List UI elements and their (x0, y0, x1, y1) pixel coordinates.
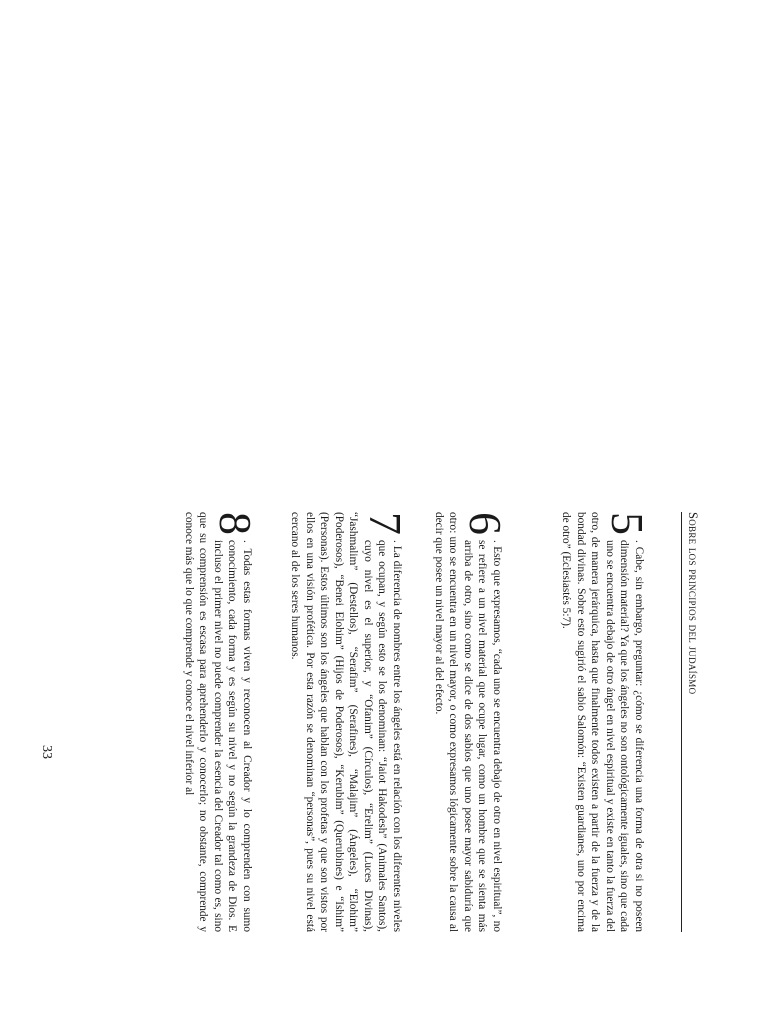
running-head-text: Sobre los principios del judaísmo (686, 512, 700, 695)
paragraph-text: . Esto que expresamos, “cada uno se encuentra debajo de otro en nivel espiritual”, no se refiere a un nivel material que ocupe lugar, como un hombre que se sienta más arriba de otro, sino como se dice de dos sabios que uno posee mayor sabiduría que otro: uno se encuentra en un nivel mayor, o como expresamos lógicamente sobre la causa al decir que posee un nivel mayor al del efecto. (433, 512, 503, 932)
rotated-page (74, 512, 704, 932)
paragraph-5 (486, 512, 653, 932)
paragraph-number: 6 (460, 512, 511, 535)
paragraph-number: 8 (210, 512, 261, 535)
paragraph-7 (254, 512, 411, 932)
paragraph-8 (74, 512, 261, 932)
running-head (681, 512, 704, 932)
paragraph-text: . Cabe, sin embargo, preguntar: ¿cómo se diferencia una forma de otra si no poseen dimensión material? Ya que los ángeles no son ontológicamente iguales, sino que cada uno se encuentra debajo de otro ángel en nivel espiritual y existe en tanto la fuerza del otro, de manera jerárquica, hasta que finalmente todos existen a partir de la fuerza y de la bondad divinas. Sobre esto sugirió el sabio Salomón: “Existen guardianes, uno por encima de otro” (Eclesiastés 5:7). (560, 512, 645, 932)
paragraph-text: . La diferencia de nombres entre los ángeles está en relación con los diferentes niveles que ocupan, y según esto se los denominan: “Jaiot Hakodesh” (Animales Santos), cuyo nivel es el superior, y “Ofanim” (Círculos), “Erelim” (Luces Divinas), “Jashmalim” (Destellos), “Serafim” (Serafines), “Malajim” (Ángeles), “Elohim” (Poderosos), “Benei Elohim” (Hijos de Poderosos), “Kerubim” (Querubines) e “Ishim” (Personas). Estos últimos son los ángeles que hablan con los profetas y que son vistos por ellos en una visión profética. Por esta razón se denominan “personas”, pues su nivel está cercano al de los seres humanos. (289, 512, 403, 932)
page-number: 33 (39, 745, 54, 759)
paragraph-number: 7 (360, 512, 411, 535)
paragraph-6 (404, 512, 511, 932)
paragraph-text: . Todas estas formas viven y reconocen al Creador y lo comprenden con sumo conocimiento, cada forma y es según su nivel y no según la grandeza de Dios. E incluso el primer nivel no puede comprender la esencia del Creador tal como es, sino que su comprensión es escasa para aprehenderlo y conocerlo; no obstante, comprende y conoce más que lo que comprende y conoce el nivel inferior al (183, 512, 253, 932)
paragraph-number: 5 (602, 512, 653, 535)
